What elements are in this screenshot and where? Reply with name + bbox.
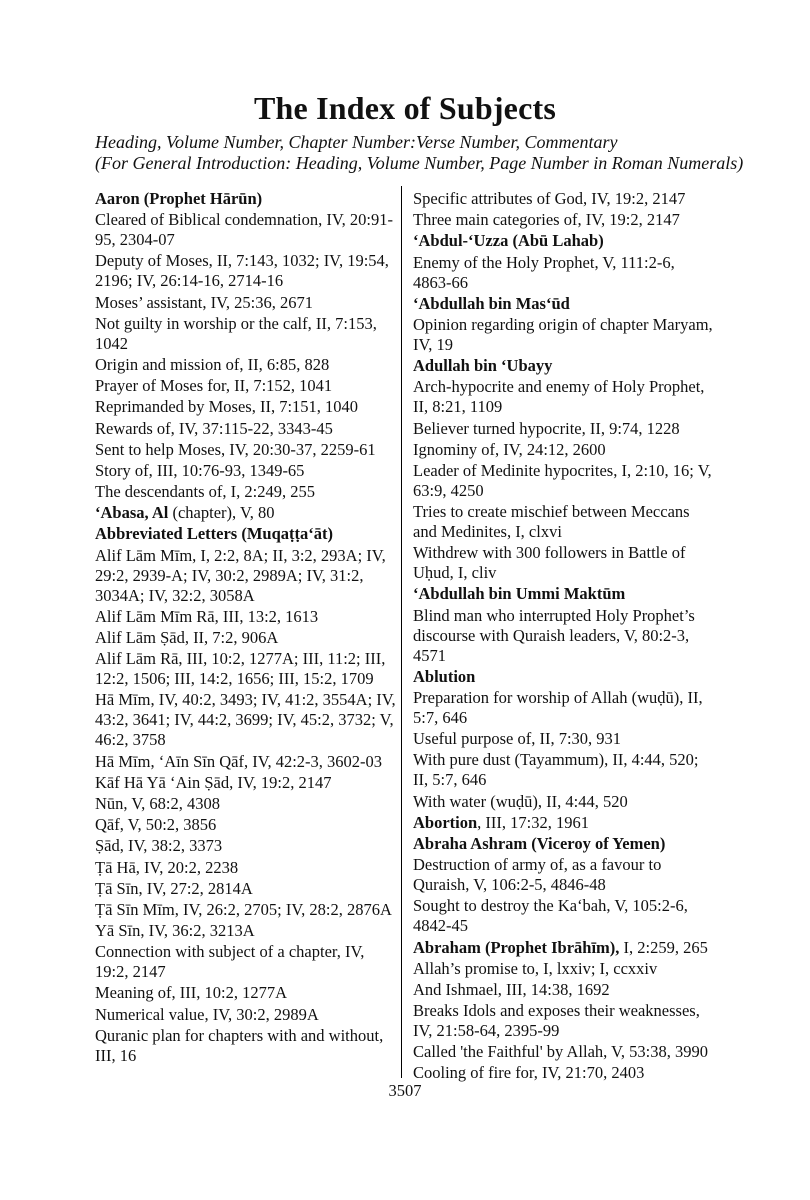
entry-references: Ṭā Sīn Mīm, IV, 26:2, 2705; IV, 28:2, 2876A bbox=[95, 899, 392, 919]
entry-references: Ṭā Sīn, IV, 27:2, 2814A bbox=[95, 878, 253, 898]
format-note-line-1: Heading, Volume Number, Chapter Number:Verse Number, Commentary bbox=[95, 132, 618, 152]
entry-references: Prayer of Moses for, II, 7:152, 1041 bbox=[95, 376, 333, 396]
index-entry bbox=[95, 1026, 399, 1066]
left-column bbox=[95, 189, 399, 1067]
entry-term: ‘Abdullah bin Mas‘ūd bbox=[413, 293, 570, 313]
entry-references: Withdrew with 300 followers in Battle of Uḥud, I, cliv bbox=[413, 543, 686, 583]
entry-references: Destruction of army of, as a favour to Quraish, V, 106:2-5, 4846-48 bbox=[413, 855, 662, 895]
index-heading bbox=[95, 524, 399, 544]
entry-references: Deputy of Moses, II, 7:143, 1032; IV, 19:54, 2196; IV, 26:14-16, 2714-16 bbox=[95, 251, 389, 291]
index-entry bbox=[413, 980, 717, 1000]
entry-references: Ṭā Hā, IV, 20:2, 2238 bbox=[95, 857, 239, 877]
entry-term: Abortion bbox=[413, 812, 478, 832]
page-title: The Index of Subjects bbox=[253, 90, 556, 126]
entry-references: Meaning of, III, 10:2, 1277A bbox=[95, 983, 288, 1003]
entry-references: Specific attributes of God, IV, 19:2, 2147 bbox=[413, 189, 686, 208]
format-note-line-2: (For General Introduction: Heading, Volume Number, Page Number in Roman Numerals) bbox=[95, 153, 744, 173]
index-entry bbox=[95, 314, 399, 354]
entry-references: With pure dust (Tayammum), II, 4:44, 520; II, 5:7, 646 bbox=[413, 750, 699, 790]
index-entry bbox=[95, 607, 399, 627]
index-entry bbox=[413, 1001, 717, 1041]
index-entry bbox=[413, 210, 717, 230]
index-entry bbox=[95, 773, 399, 793]
entry-references: Not guilty in worship or the calf, II, 7:153, 1042 bbox=[95, 313, 377, 353]
index-format-note bbox=[95, 132, 765, 174]
entry-references: Connection with subject of a chapter, IV, 19:2, 2147 bbox=[95, 942, 365, 982]
entry-references: Cleared of Biblical condemnation, IV, 20:91-95, 2304-07 bbox=[95, 210, 393, 250]
index-entry bbox=[413, 315, 717, 355]
index-entry bbox=[95, 376, 399, 396]
entry-references: Sent to help Moses, IV, 20:30-37, 2259-61 bbox=[95, 439, 376, 459]
right-column bbox=[413, 189, 717, 1085]
index-entry bbox=[95, 503, 399, 523]
index-entry bbox=[95, 251, 399, 291]
index-heading bbox=[413, 294, 717, 314]
entry-references: Hā Mīm, IV, 40:2, 3493; IV, 41:2, 3554A; IV, 43:2, 3641; IV, 44:2, 3699; IV, 45:2, 3732; V, 46:2, 3758 bbox=[95, 690, 396, 750]
index-entry bbox=[95, 293, 399, 313]
entry-references: (chapter), V, 80 bbox=[168, 503, 275, 523]
entry-references: Leader of Medinite hypocrites, I, 2:10, 16; V, 63:9, 4250 bbox=[413, 460, 712, 500]
entry-references: Opinion regarding origin of chapter Maryam, IV, 19 bbox=[413, 314, 713, 354]
entry-references: Moses’ assistant, IV, 25:36, 2671 bbox=[95, 292, 314, 312]
entry-references: I, 2:259, 265 bbox=[619, 937, 708, 957]
entry-references: Three main categories of, IV, 19:2, 2147 bbox=[413, 210, 680, 230]
index-entry bbox=[413, 729, 717, 749]
index-entry bbox=[413, 813, 717, 833]
index-entry bbox=[95, 461, 399, 481]
index-entry bbox=[413, 419, 717, 439]
entry-references: , III, 17:32, 1961 bbox=[477, 812, 589, 832]
entry-references: And Ishmael, III, 14:38, 1692 bbox=[413, 979, 610, 999]
index-entry bbox=[413, 688, 717, 728]
entry-references: Blind man who interrupted Holy Prophet’s discourse with Quraish leaders, V, 80:2-3, 4571 bbox=[413, 605, 695, 665]
entry-references: Numerical value, IV, 30:2, 2989A bbox=[95, 1004, 319, 1024]
entry-references: Cooling of fire for, IV, 21:70, 2403 bbox=[413, 1063, 645, 1083]
entry-references: Tries to create mischief between Meccans and Medinites, I, clxvi bbox=[413, 502, 690, 542]
page-number: 3507 bbox=[388, 1081, 422, 1100]
entry-term: ‘Abdullah bin Ummi Maktūm bbox=[413, 584, 626, 604]
index-entry bbox=[95, 900, 399, 920]
index-entry bbox=[95, 921, 399, 941]
index-entry bbox=[413, 440, 717, 460]
entry-references: Believer turned hypocrite, II, 9:74, 1228 bbox=[413, 418, 680, 438]
entry-references: Arch-hypocrite and enemy of Holy Prophet, II, 8:21, 1109 bbox=[413, 377, 705, 417]
entry-references: Ṣād, IV, 38:2, 3373 bbox=[95, 836, 223, 856]
entry-references: Sought to destroy the Ka‘bah, V, 105:2-6, 4842-45 bbox=[413, 896, 688, 936]
index-entry bbox=[413, 377, 717, 417]
entry-references: Preparation for worship of Allah (wuḍū), II, 5:7, 646 bbox=[413, 688, 703, 727]
entry-references: Story of, III, 10:76-93, 1349-65 bbox=[95, 460, 305, 480]
index-entry bbox=[413, 461, 717, 501]
entry-term: Adullah bin ‘Ubayy bbox=[413, 356, 553, 376]
entry-references: Yā Sīn, IV, 36:2, 3213A bbox=[95, 921, 255, 941]
entry-references: The descendants of, I, 2:249, 255 bbox=[95, 482, 315, 502]
index-entry bbox=[95, 794, 399, 814]
index-entry bbox=[95, 546, 399, 606]
index-entry bbox=[413, 253, 717, 293]
index-entry bbox=[413, 938, 717, 958]
entry-term: Abraha Ashram (Viceroy of Yemen) bbox=[413, 833, 666, 853]
index-entry bbox=[95, 397, 399, 417]
entry-references: Alif Lām Mīm Rā, III, 13:2, 1613 bbox=[95, 606, 319, 626]
index-heading bbox=[95, 189, 399, 209]
index-entry bbox=[95, 879, 399, 899]
entry-term: Abbreviated Letters (Muqaṭṭa‘āt) bbox=[95, 524, 333, 544]
index-entry bbox=[413, 1042, 717, 1062]
entry-references: Quranic plan for chapters with and without, III, 16 bbox=[95, 1025, 384, 1065]
entry-references: Useful purpose of, II, 7:30, 931 bbox=[413, 729, 622, 749]
index-entry bbox=[95, 690, 399, 750]
entry-references: Called 'the Faithful' by Allah, V, 53:38, 3990 bbox=[413, 1042, 708, 1062]
index-entry bbox=[95, 942, 399, 982]
entry-references: Allah’s promise to, I, lxxiv; I, ccxxiv bbox=[413, 958, 658, 978]
index-entry bbox=[95, 815, 399, 835]
entry-term: Abraham (Prophet Ibrāhīm), bbox=[413, 937, 620, 957]
index-entry bbox=[413, 189, 717, 209]
index-heading bbox=[413, 834, 717, 854]
index-entry bbox=[95, 440, 399, 460]
entry-term: Aaron (Prophet Hārūn) bbox=[95, 189, 263, 208]
index-entry bbox=[95, 858, 399, 878]
index-heading bbox=[413, 667, 717, 687]
entry-references: With water (wuḍū), II, 4:44, 520 bbox=[413, 791, 628, 811]
index-heading bbox=[413, 584, 717, 604]
index-entry bbox=[95, 355, 399, 375]
index-entry bbox=[413, 959, 717, 979]
entry-references: Enemy of the Holy Prophet, V, 111:2-6, 4863-66 bbox=[413, 252, 675, 292]
entry-references: Alif Lām Rā, III, 10:2, 1277A; III, 11:2; III, 12:2, 1506; III, 14:2, 1656; III, 15:2, 1709 bbox=[95, 649, 386, 689]
index-heading bbox=[413, 231, 717, 251]
entry-references: Qāf, V, 50:2, 3856 bbox=[95, 815, 217, 835]
entry-references: Hā Mīm, ‘Aīn Sīn Qāf, IV, 42:2-3, 3602-03 bbox=[95, 751, 383, 771]
index-entry bbox=[413, 606, 717, 666]
index-entry bbox=[95, 628, 399, 648]
index-heading bbox=[413, 356, 717, 376]
entry-references: Kāf Hā Yā ‘Ain Ṣād, IV, 19:2, 2147 bbox=[95, 772, 332, 792]
entry-term: Ablution bbox=[413, 666, 476, 686]
index-entry bbox=[95, 419, 399, 439]
index-entry bbox=[95, 752, 399, 772]
index-entry bbox=[413, 543, 717, 583]
entry-term: ‘Abdul-‘Uzza (Abū Lahab) bbox=[413, 231, 604, 251]
index-entry bbox=[95, 983, 399, 1003]
entry-references: Origin and mission of, II, 6:85, 828 bbox=[95, 354, 330, 374]
entry-references: Reprimanded by Moses, II, 7:151, 1040 bbox=[95, 397, 359, 417]
index-entry bbox=[95, 649, 399, 689]
index-entry bbox=[95, 482, 399, 502]
index-entry bbox=[413, 855, 717, 895]
entry-references: Breaks Idols and exposes their weaknesses, IV, 21:58-64, 2395-99 bbox=[413, 1001, 700, 1041]
entry-references: Alif Lām Ṣād, II, 7:2, 906A bbox=[95, 628, 279, 647]
entry-references: Ignominy of, IV, 24:12, 2600 bbox=[413, 439, 606, 459]
index-entry bbox=[413, 896, 717, 936]
column-divider-rule bbox=[401, 186, 402, 1078]
entry-references: Rewards of, IV, 37:115-22, 3343-45 bbox=[95, 418, 333, 438]
index-entry bbox=[95, 210, 399, 250]
entry-references: Alif Lām Mīm, I, 2:2, 8A; II, 3:2, 293A; IV, 29:2, 2939-A; IV, 30:2, 2989A; IV, 31:2, 3034A; IV, 32:2, 3058A bbox=[95, 545, 386, 605]
index-entry bbox=[95, 1005, 399, 1025]
entry-term: ‘Abasa, Al bbox=[95, 503, 169, 523]
entry-references: Nūn, V, 68:2, 4308 bbox=[95, 793, 220, 813]
index-entry bbox=[413, 792, 717, 812]
index-entry bbox=[413, 502, 717, 542]
index-entry bbox=[413, 750, 717, 790]
index-entry bbox=[95, 836, 399, 856]
